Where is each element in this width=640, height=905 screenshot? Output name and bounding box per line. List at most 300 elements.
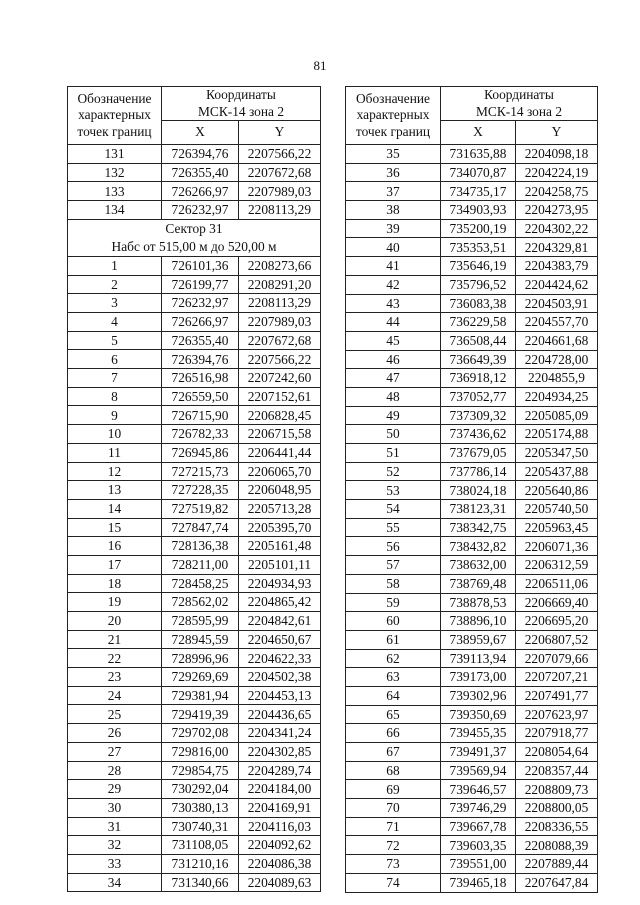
point-number: 39 <box>346 219 441 238</box>
coord-y: 2208809,73 <box>516 780 598 799</box>
coord-x: 727519,82 <box>162 499 239 518</box>
table-row <box>68 742 321 761</box>
point-number: 66 <box>346 724 441 743</box>
coord-x: 739350,69 <box>441 705 516 724</box>
coord-y: 2207647,84 <box>516 873 598 892</box>
table-row <box>346 275 598 294</box>
coord-x: 726516,98 <box>162 369 239 388</box>
table-row <box>68 798 321 817</box>
coord-x: 726266,97 <box>162 182 239 201</box>
point-number: 64 <box>346 686 441 705</box>
point-number: 42 <box>346 275 441 294</box>
table-row <box>346 817 598 836</box>
table-row <box>346 686 598 705</box>
table-row <box>346 537 598 556</box>
coord-x: 726355,40 <box>162 331 239 350</box>
coord-y: 2207079,66 <box>516 649 598 668</box>
table-row <box>68 555 321 574</box>
table-row <box>68 443 321 462</box>
coord-x: 726782,33 <box>162 425 239 444</box>
coord-x: 739491,37 <box>441 743 516 762</box>
point-number: 41 <box>346 257 441 276</box>
coord-y: 2207989,03 <box>239 313 321 332</box>
coord-x: 728562,02 <box>162 593 239 612</box>
coord-y: 2208291,20 <box>239 275 321 294</box>
table-row <box>346 500 598 519</box>
table-row <box>68 294 321 313</box>
coord-y: 2205437,88 <box>516 462 598 481</box>
table-row <box>68 182 321 201</box>
column-x-header: X <box>441 121 516 145</box>
coord-x: 736229,58 <box>441 313 516 332</box>
table-row <box>68 256 321 275</box>
point-number: 43 <box>346 294 441 313</box>
point-number: 70 <box>346 799 441 818</box>
point-number: 63 <box>346 668 441 687</box>
coord-y: 2206312,59 <box>516 556 598 575</box>
coord-x: 731635,88 <box>441 145 516 164</box>
coord-y: 2207623,97 <box>516 705 598 724</box>
sector-title: Сектор 31 <box>165 220 223 236</box>
coord-x: 736918,12 <box>441 369 516 388</box>
coord-x: 738342,75 <box>441 518 516 537</box>
table-row <box>68 836 321 855</box>
coord-y: 2205085,09 <box>516 406 598 425</box>
table-row <box>346 761 598 780</box>
point-number: 71 <box>346 817 441 836</box>
coord-x: 735353,51 <box>441 238 516 257</box>
point-number: 19 <box>68 593 162 612</box>
point-number: 30 <box>68 798 162 817</box>
coord-y: 2204650,67 <box>239 630 321 649</box>
table-row <box>346 799 598 818</box>
coord-x: 729419,39 <box>162 705 239 724</box>
point-number: 65 <box>346 705 441 724</box>
coord-x: 735646,19 <box>441 257 516 276</box>
coord-x: 727847,74 <box>162 518 239 537</box>
coord-y: 2207918,77 <box>516 724 598 743</box>
coord-x: 726199,77 <box>162 275 239 294</box>
table-row <box>346 780 598 799</box>
coord-x: 737052,77 <box>441 387 516 406</box>
coord-x: 729381,94 <box>162 686 239 705</box>
table-row <box>68 854 321 873</box>
coord-x: 726355,40 <box>162 163 239 182</box>
point-number: 9 <box>68 406 162 425</box>
coord-y: 2204329,81 <box>516 238 598 257</box>
table-row <box>68 145 321 164</box>
table-row <box>346 444 598 463</box>
table-row <box>346 238 598 257</box>
designation-header <box>346 87 441 145</box>
coord-y: 2204302,22 <box>516 219 598 238</box>
sector-block <box>68 219 321 256</box>
table-row <box>68 350 321 369</box>
coord-y: 2208054,64 <box>516 743 598 762</box>
table-row <box>346 836 598 855</box>
coord-y: 2206065,70 <box>239 462 321 481</box>
table-row <box>346 855 598 874</box>
coord-x: 738878,53 <box>441 593 516 612</box>
coord-y: 2204302,85 <box>239 742 321 761</box>
coord-x: 729269,69 <box>162 668 239 687</box>
coord-x: 738024,18 <box>441 481 516 500</box>
coord-y: 2208273,66 <box>239 256 321 275</box>
coord-y: 2204341,24 <box>239 724 321 743</box>
point-number: 40 <box>346 238 441 257</box>
coord-y: 2207989,03 <box>239 182 321 201</box>
coord-y: 2207491,77 <box>516 686 598 705</box>
table-row <box>68 518 321 537</box>
coord-x: 738432,82 <box>441 537 516 556</box>
coord-y: 2205740,50 <box>516 500 598 519</box>
coord-y: 2204502,38 <box>239 668 321 687</box>
point-number: 7 <box>68 369 162 388</box>
coord-x: 726715,90 <box>162 406 239 425</box>
coord-x: 728945,59 <box>162 630 239 649</box>
table-row <box>346 406 598 425</box>
table-row <box>68 649 321 668</box>
table-row <box>68 313 321 332</box>
coord-x: 739455,35 <box>441 724 516 743</box>
coord-y: 2206511,06 <box>516 574 598 593</box>
point-number: 44 <box>346 313 441 332</box>
table-row <box>68 163 321 182</box>
designation-header-line3: точек границ <box>355 123 431 139</box>
point-number: 57 <box>346 556 441 575</box>
coord-x: 738769,48 <box>441 574 516 593</box>
page-number: 81 <box>313 58 327 73</box>
point-number: 4 <box>68 313 162 332</box>
coord-x: 734070,87 <box>441 163 516 182</box>
coord-y: 2204258,75 <box>516 182 598 201</box>
point-number: 3 <box>68 294 162 313</box>
table-row <box>68 705 321 724</box>
table-row <box>68 331 321 350</box>
coord-y: 2204934,93 <box>239 574 321 593</box>
table-row <box>68 499 321 518</box>
point-number: 60 <box>346 612 441 631</box>
table-row <box>68 387 321 406</box>
table-row <box>346 574 598 593</box>
coord-y: 2206828,45 <box>239 406 321 425</box>
coord-y: 2204557,70 <box>516 313 598 332</box>
coord-y: 2204622,33 <box>239 649 321 668</box>
sector-height-range: Набс от 515,00 м до 520,00 м <box>111 238 277 254</box>
table-row <box>68 593 321 612</box>
coord-y: 2207207,21 <box>516 668 598 687</box>
table-row <box>68 406 321 425</box>
coord-y: 2207152,61 <box>239 387 321 406</box>
table-row <box>346 219 598 238</box>
table-row <box>346 350 598 369</box>
coord-x: 736649,39 <box>441 350 516 369</box>
coordinates-header <box>162 87 321 121</box>
coord-y: 2205101,11 <box>239 555 321 574</box>
coord-y: 2204086,38 <box>239 854 321 873</box>
coord-y: 2208088,39 <box>516 836 598 855</box>
left-rows-after-sector <box>68 256 321 891</box>
coord-x: 739646,57 <box>441 780 516 799</box>
coord-x: 726266,97 <box>162 313 239 332</box>
coord-y: 2205713,28 <box>239 499 321 518</box>
point-number: 34 <box>68 873 162 892</box>
coord-y: 2206669,40 <box>516 593 598 612</box>
coord-y: 2207672,68 <box>239 163 321 182</box>
coord-x: 738632,00 <box>441 556 516 575</box>
coord-x: 728458,25 <box>162 574 239 593</box>
point-number: 49 <box>346 406 441 425</box>
coord-y: 2206695,20 <box>516 612 598 631</box>
table-row <box>346 462 598 481</box>
coord-x: 739569,94 <box>441 761 516 780</box>
coord-y: 2207672,68 <box>239 331 321 350</box>
coordinates-table-left <box>67 86 321 892</box>
point-number: 69 <box>346 780 441 799</box>
table-row <box>68 668 321 687</box>
coord-y: 2204273,95 <box>516 201 598 220</box>
point-number: 18 <box>68 574 162 593</box>
coord-x: 726232,97 <box>162 201 239 220</box>
designation-header-line2: характерных <box>356 107 430 123</box>
coord-x: 726945,86 <box>162 443 239 462</box>
coord-x: 729854,75 <box>162 761 239 780</box>
sector-cell <box>68 219 321 256</box>
point-number: 72 <box>346 836 441 855</box>
coord-y: 2208800,05 <box>516 799 598 818</box>
table-row <box>68 369 321 388</box>
point-number: 59 <box>346 593 441 612</box>
point-number: 22 <box>68 649 162 668</box>
table-row <box>346 294 598 313</box>
coord-x: 739551,00 <box>441 855 516 874</box>
point-number: 50 <box>346 425 441 444</box>
table-row <box>346 331 598 350</box>
coord-x: 737436,62 <box>441 425 516 444</box>
coord-x: 729816,00 <box>162 742 239 761</box>
coord-y: 2204169,91 <box>239 798 321 817</box>
coord-y: 2206715,58 <box>239 425 321 444</box>
table-row <box>68 873 321 892</box>
point-number: 37 <box>346 182 441 201</box>
point-number: 62 <box>346 649 441 668</box>
table-row <box>68 462 321 481</box>
point-number: 52 <box>346 462 441 481</box>
point-number: 2 <box>68 275 162 294</box>
table-row <box>346 612 598 631</box>
coord-x: 739302,96 <box>441 686 516 705</box>
point-number: 131 <box>68 145 162 164</box>
point-number: 58 <box>346 574 441 593</box>
point-number: 14 <box>68 499 162 518</box>
point-number: 25 <box>68 705 162 724</box>
point-number: 16 <box>68 537 162 556</box>
point-number: 26 <box>68 724 162 743</box>
coord-x: 735796,52 <box>441 275 516 294</box>
table-row <box>68 724 321 743</box>
coord-x: 728211,00 <box>162 555 239 574</box>
coord-y: 2207242,60 <box>239 369 321 388</box>
coord-x: 729702,08 <box>162 724 239 743</box>
coord-y: 2205963,45 <box>516 518 598 537</box>
table-row <box>346 873 598 892</box>
point-number: 11 <box>68 443 162 462</box>
coord-x: 734903,93 <box>441 201 516 220</box>
point-number: 68 <box>346 761 441 780</box>
coord-x: 739173,00 <box>441 668 516 687</box>
table-row <box>346 705 598 724</box>
table-row <box>68 612 321 631</box>
coord-y: 2208113,29 <box>239 294 321 313</box>
coord-y: 2204934,25 <box>516 387 598 406</box>
point-number: 32 <box>68 836 162 855</box>
coord-x: 727215,73 <box>162 462 239 481</box>
coord-y: 2207889,44 <box>516 855 598 874</box>
table-row <box>68 481 321 500</box>
point-number: 133 <box>68 182 162 201</box>
point-number: 27 <box>68 742 162 761</box>
coord-x: 731340,66 <box>162 873 239 892</box>
coord-y: 2207566,22 <box>239 350 321 369</box>
table-row <box>68 761 321 780</box>
column-y-header: Y <box>239 121 321 145</box>
point-number: 29 <box>68 780 162 799</box>
coord-y: 2204098,18 <box>516 145 598 164</box>
point-number: 24 <box>68 686 162 705</box>
coord-y: 2204383,79 <box>516 257 598 276</box>
table-row <box>346 593 598 612</box>
coord-y: 2208357,44 <box>516 761 598 780</box>
coord-y: 2204089,63 <box>239 873 321 892</box>
column-x-header: X <box>162 121 239 145</box>
point-number: 35 <box>346 145 441 164</box>
designation-header-line3: точек границ <box>77 123 152 139</box>
coord-y: 2205640,86 <box>516 481 598 500</box>
point-number: 53 <box>346 481 441 500</box>
coord-y: 2204436,65 <box>239 705 321 724</box>
coord-x: 735200,19 <box>441 219 516 238</box>
coordinates-header-line1: Координаты <box>206 87 276 103</box>
table-row <box>346 182 598 201</box>
coord-x: 737679,05 <box>441 444 516 463</box>
coord-x: 739746,29 <box>441 799 516 818</box>
coord-x: 726394,76 <box>162 145 239 164</box>
point-number: 38 <box>346 201 441 220</box>
coord-y: 2206807,52 <box>516 630 598 649</box>
point-number: 33 <box>68 854 162 873</box>
coord-x: 730740,31 <box>162 817 239 836</box>
point-number: 67 <box>346 743 441 762</box>
coordinates-table-right <box>345 86 598 893</box>
coord-y: 2204661,68 <box>516 331 598 350</box>
right-rows <box>346 145 598 893</box>
coord-x: 728595,99 <box>162 612 239 631</box>
point-number: 134 <box>68 201 162 220</box>
table-row <box>346 649 598 668</box>
coord-x: 731210,16 <box>162 854 239 873</box>
point-number: 56 <box>346 537 441 556</box>
point-number: 45 <box>346 331 441 350</box>
coord-x: 731108,05 <box>162 836 239 855</box>
coord-x: 736083,38 <box>441 294 516 313</box>
coord-x: 739667,78 <box>441 817 516 836</box>
coord-x: 737786,14 <box>441 462 516 481</box>
table-row <box>346 630 598 649</box>
coord-x: 738123,31 <box>441 500 516 519</box>
coord-y: 2205347,50 <box>516 444 598 463</box>
table-row <box>68 275 321 294</box>
coord-y: 2204503,91 <box>516 294 598 313</box>
table-row <box>346 743 598 762</box>
coord-x: 738896,10 <box>441 612 516 631</box>
coord-x: 726394,76 <box>162 350 239 369</box>
point-number: 17 <box>68 555 162 574</box>
point-number: 31 <box>68 817 162 836</box>
coord-y: 2204424,62 <box>516 275 598 294</box>
point-number: 5 <box>68 331 162 350</box>
table-row <box>68 630 321 649</box>
table-row <box>68 574 321 593</box>
coord-y: 2206441,44 <box>239 443 321 462</box>
coordinates-header-line2: МСК-14 зона 2 <box>475 103 563 119</box>
point-number: 21 <box>68 630 162 649</box>
coord-x: 730380,13 <box>162 798 239 817</box>
point-number: 28 <box>68 761 162 780</box>
coord-x: 739603,35 <box>441 836 516 855</box>
coord-y: 2204092,62 <box>239 836 321 855</box>
coord-y: 2206071,36 <box>516 537 598 556</box>
coord-x: 739465,18 <box>441 873 516 892</box>
table-row <box>68 780 321 799</box>
point-number: 47 <box>346 369 441 388</box>
coord-y: 2208113,29 <box>239 201 321 220</box>
coordinates-header-line1: Координаты <box>484 87 554 103</box>
table-row <box>346 313 598 332</box>
coord-y: 2205174,88 <box>516 425 598 444</box>
column-y-header: Y <box>516 121 598 145</box>
point-number: 15 <box>68 518 162 537</box>
point-number: 6 <box>68 350 162 369</box>
coord-y: 2207566,22 <box>239 145 321 164</box>
table-row <box>68 201 321 220</box>
coord-x: 730292,04 <box>162 780 239 799</box>
coord-y: 2204116,03 <box>239 817 321 836</box>
designation-header-line2: характерных <box>78 107 151 123</box>
coord-x: 737309,32 <box>441 406 516 425</box>
coord-y: 2205395,70 <box>239 518 321 537</box>
coord-x: 728136,38 <box>162 537 239 556</box>
coord-y: 2206048,95 <box>239 481 321 500</box>
table-row <box>346 556 598 575</box>
table-row <box>346 145 598 164</box>
coord-y: 2205161,48 <box>239 537 321 556</box>
coordinates-header <box>441 87 598 121</box>
point-number: 74 <box>346 873 441 892</box>
point-number: 36 <box>346 163 441 182</box>
coordinates-header-line2: МСК-14 зона 2 <box>197 103 285 119</box>
coord-y: 2204184,00 <box>239 780 321 799</box>
coord-x: 727228,35 <box>162 481 239 500</box>
coord-x: 728996,96 <box>162 649 239 668</box>
point-number: 1 <box>68 256 162 275</box>
coord-x: 734735,17 <box>441 182 516 201</box>
coord-y: 2204865,42 <box>239 593 321 612</box>
coord-x: 739113,94 <box>441 649 516 668</box>
table-row <box>346 724 598 743</box>
table-row <box>68 425 321 444</box>
table-row <box>68 686 321 705</box>
point-number: 8 <box>68 387 162 406</box>
